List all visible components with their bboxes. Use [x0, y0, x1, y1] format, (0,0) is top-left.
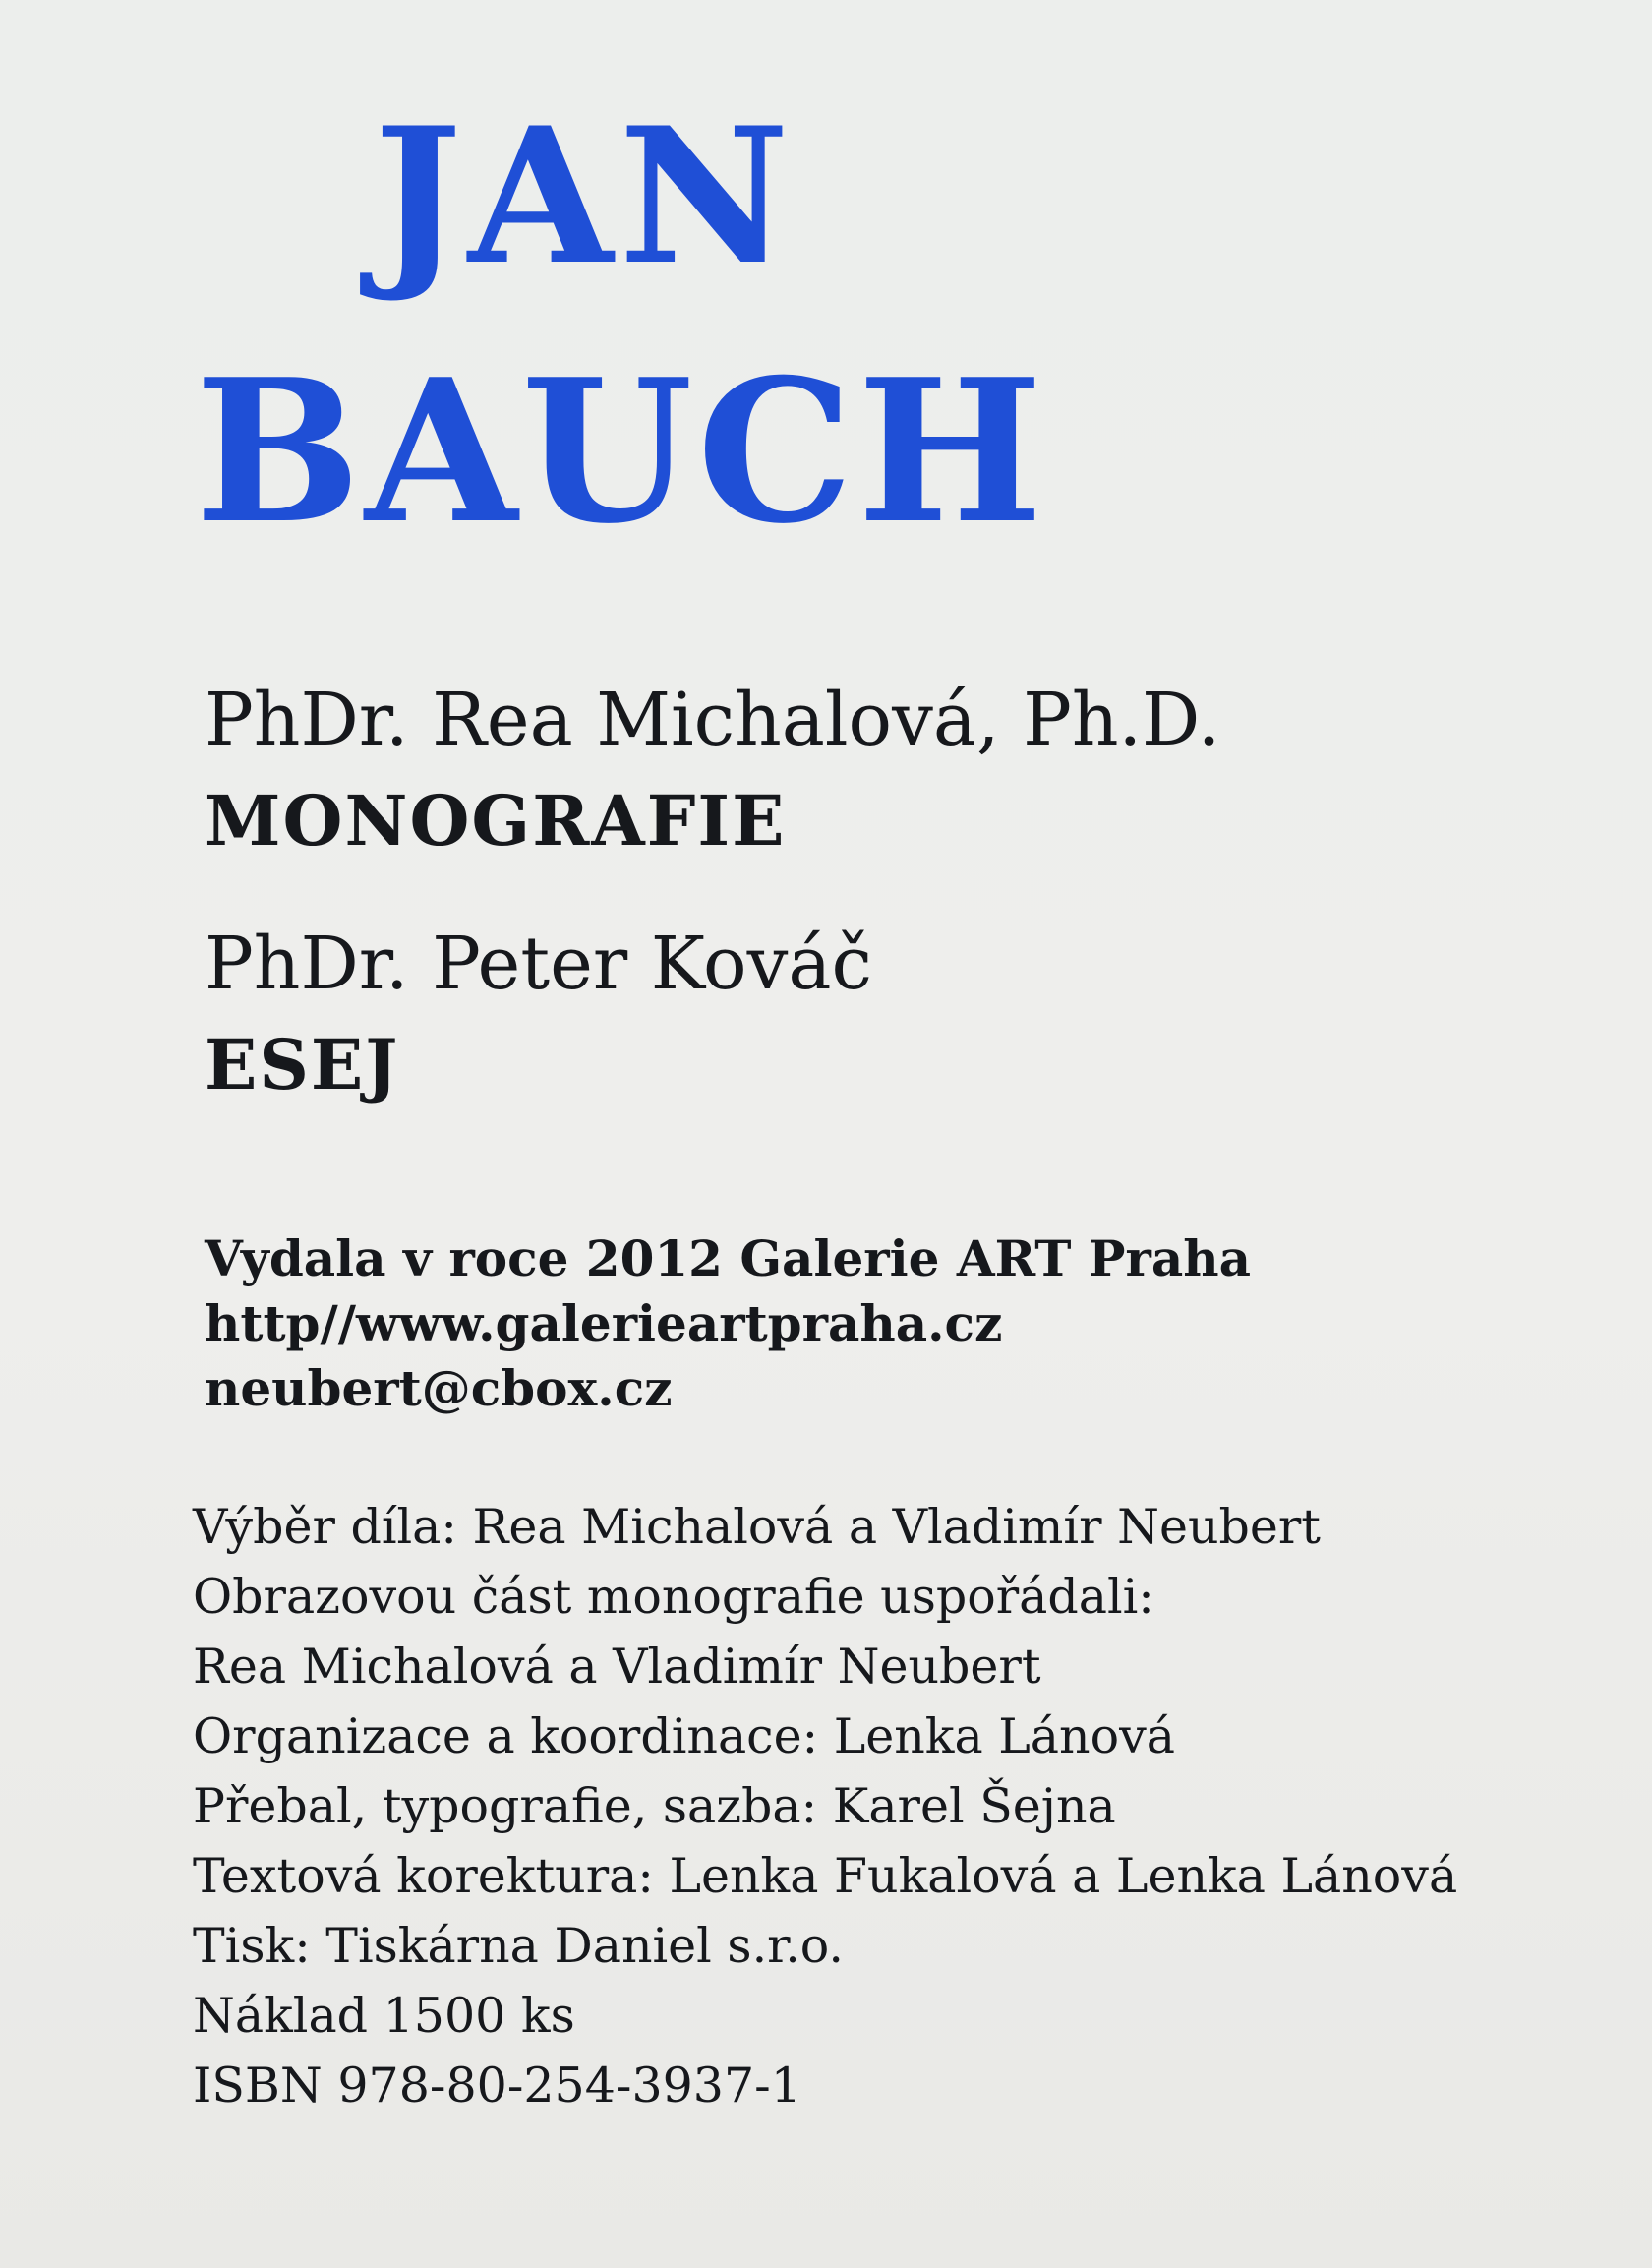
publisher-email: neubert@cbox.cz	[205, 1359, 673, 1417]
author-monograph-role: MONOGRAFIE	[205, 780, 787, 862]
credit-line-organization: Organizace a koordinace: Lenka Lánová	[193, 1708, 1175, 1764]
credit-line-design: Přebal, typografie, sazba: Karel Šejna	[193, 1778, 1116, 1834]
credit-line-selection: Výběr díla: Rea Michalová a Vladimír Neubert	[193, 1499, 1321, 1555]
publisher-url: http//www.galerieartpraha.cz	[205, 1294, 1003, 1352]
title-surname: BAUCH	[195, 336, 1047, 567]
credits-block	[193, 1499, 1458, 2131]
author-monograph-name: PhDr. Rea Michalová, Ph.D.	[205, 678, 1221, 762]
credit-line-print-run: Náklad 1500 ks	[193, 1988, 575, 2044]
author-essay-role: ESEJ	[205, 1024, 400, 1105]
publisher-block	[205, 1229, 1251, 1429]
credit-line-arrangement-names: Rea Michalová a Vladimír Neubert	[193, 1639, 1041, 1695]
credit-line-proofreading: Textová korektura: Lenka Fukalová a Lenka Lánová	[193, 1848, 1458, 1904]
title-first-name: JAN	[374, 87, 796, 306]
credit-line-print: Tisk: Tiskárna Daniel s.r.o.	[193, 1918, 844, 1974]
author-essay-name: PhDr. Peter Kováč	[205, 922, 872, 1006]
credit-line-isbn: ISBN 978-80-254-3937-1	[193, 2058, 801, 2114]
credit-line-arrangement: Obrazovou část monografie uspořádali:	[193, 1569, 1154, 1625]
publisher-line: Vydala v roce 2012 Galerie ART Praha	[205, 1229, 1251, 1287]
